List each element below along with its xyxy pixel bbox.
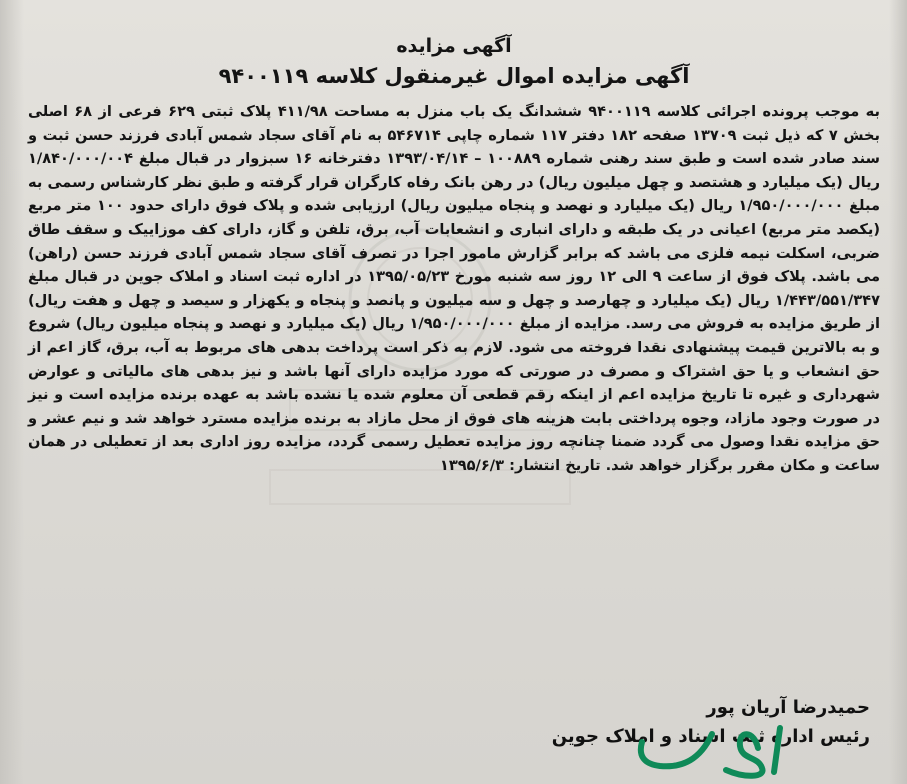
right-edge-shadow xyxy=(889,0,907,784)
notice-subtitle: آگهی مزایده اموال غیرمنقول کلاسه ۹۴۰۰۱۱۹ xyxy=(218,64,690,88)
signatory-name: حمیدرضا آریان پور xyxy=(706,697,870,718)
left-edge-shadow xyxy=(0,0,24,784)
auction-notice xyxy=(28,34,880,478)
handwritten-number xyxy=(630,720,790,780)
notice-body: به موجب پرونده اجرائی کلاسه ۹۴۰۰۱۱۹ ششدانگ یک باب منزل به مساحت ۴۱۱/۹۸ پلاک ثبتی ۶۲۹ فرعی از ۶۸ اصلی بخش ۷ که ذیل ثبت ۱۳۷۰۹ صفحه ۱۸۲ دفتر ۱۱۷ شماره چاپی ۵۴۶۷۱۴ به نام آقای سجاد شمس آبادی فرزند حسن ثبت و سند صادر شده است و طبق سند رهنی شماره ۱۰۰۸۸۹ – ۱۳۹۳/۰۴/۱۴ دفترخانه ۱۶ سبزوار در قبال مبلغ ۱/۸۴۰/۰۰۰/۰۰۴ ریال (یک میلیارد و هشتصد و چهل میلیون ریال) در رهن بانک رفاه کارگران قرار گرفته و طبق نظر کارشناس رسمی به مبلغ ۱/۹۵۰/۰۰۰/۰۰۰ ریال (یک میلیارد و نهصد و پنجاه میلیون ریال) ارزیابی شده و پلاک فوق دارای حدود ۱۰۰ متر مربع (یکصد متر مربع) اعیانی در یک طبقه و دارای انباری و انشعابات آب، برق، تلفن و گاز، دارای کف موزاییک و سقف طاق ضربی، اسکلت نیمه فلزی می باشد که برابر گزارش مامور اجرا در تصرف آقای سجاد شمس آبادی فرزند حسن (راهن) می باشد. پلاک فوق از ساعت ۹ الی ۱۲ روز سه شنبه مورخ ۱۳۹۵/۰۵/۲۳ در اداره ثبت اسناد و املاک جوین در قبال مبلغ ۱/۴۴۳/۵۵۱/۳۴۷ ریال (یک میلیارد و چهارصد و چهل و سه میلیون و پانصد و پنجاه و یکهزار و سیصد و چهل و هفت ریال) از طریق مزایده به فروش می رسد. مزایده از مبلغ ۱/۹۵۰/۰۰۰/۰۰۰ ریال (یک میلیارد و نهصد و پنجاه میلیون ریال) شروع و به بالاترین قیمت پیشنهادی نقدا فروخته می شود. لازم به ذکر است پرداخت بدهی های مربوط به آب، برق، گاز اعم از حق انشعاب و یا حق اشتراک و مصرف در صورتی که مورد مزایده دارای آنها باشد و نیز بدهی های مالیاتی و عوارض شهرداری و غیره تا تاریخ مزایده اعم از اینکه رقم قطعی آن معلوم شده یا نشده باشد به عهده برنده مزایده است و نیز در صورت وجود مازاد، وجوه پرداختی بابت هزینه های فوق از محل مازاد به برنده مزایده مسترد خواهد شد و نیم عشر و حق مزایده نقدا وصول می گردد ضمنا چنانچه روز مزایده تعطیل رسمی گردد، مزایده روز اداری بعد از تعطیلی در همان ساعت و مکان مقرر برگزار خواهد شد. تاریخ انتشار: ۱۳۹۵/۶/۳ xyxy=(28,103,881,474)
notice-title: آگهی مزایده xyxy=(396,35,512,57)
signatory-title: رئیس اداره ثبت اسناد و املاک جوین xyxy=(551,726,870,747)
